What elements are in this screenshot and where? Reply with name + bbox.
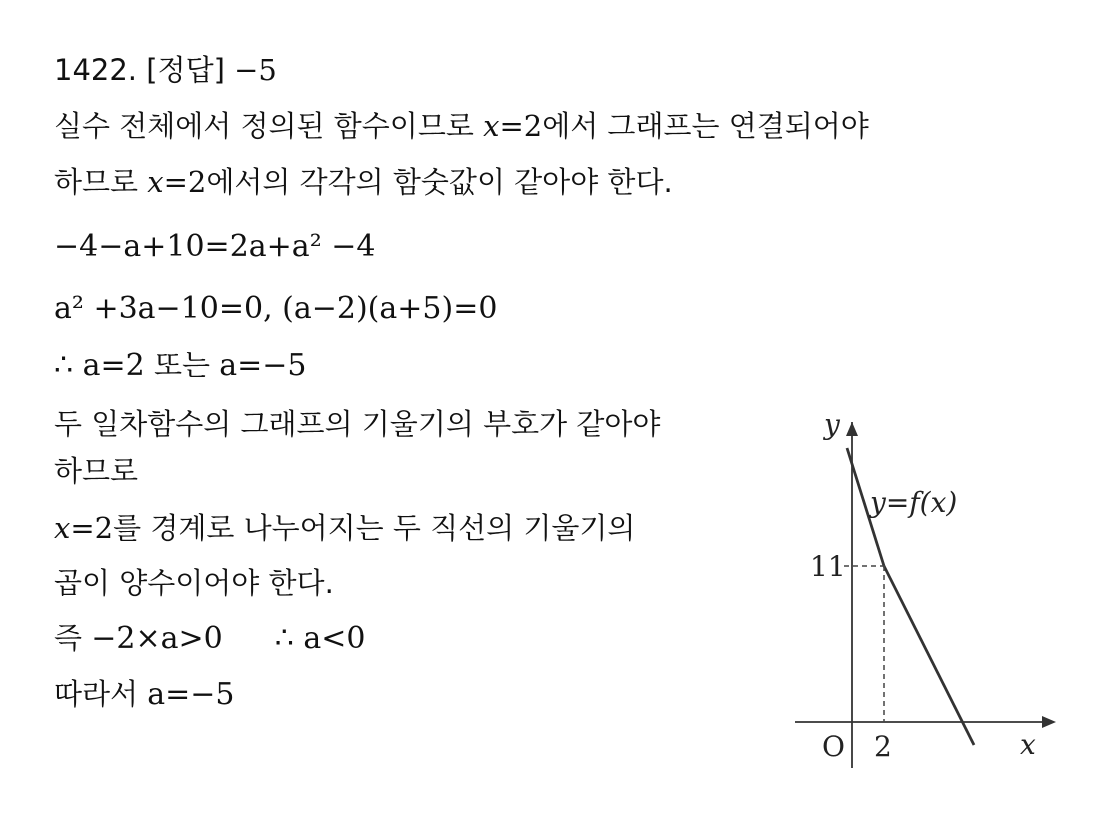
function-graph — [780, 400, 1060, 770]
p2-eq: =2 — [163, 165, 207, 199]
p1-text-b: 에서 그래프는 연결되어야 — [542, 109, 869, 143]
paragraph-7 — [54, 620, 365, 657]
origin-label: O — [822, 730, 845, 763]
paragraph-1 — [54, 108, 869, 144]
paragraph-5 — [54, 510, 635, 546]
p7-inequality-2: a<0 — [303, 621, 366, 656]
p7-text-a: 즉 — [54, 621, 92, 655]
equation-2: a² +3a−10=0, (a−2)(a+5)=0 — [54, 291, 498, 326]
problem-header — [54, 52, 277, 88]
y-tick-label: 11 — [810, 550, 846, 583]
paragraph-4: 하므로 — [54, 454, 139, 488]
p1-eq: =2 — [499, 109, 543, 143]
equation-1: −4−a+10=2a+a² −4 — [54, 229, 376, 264]
p8-text-a: 따라서 — [54, 677, 148, 711]
paragraph-6: 곱이 양수이어야 한다. — [54, 566, 334, 600]
p5-eq: =2 — [70, 511, 114, 545]
therefore-symbol: ∴ — [54, 348, 83, 383]
p7-therefore: ∴ — [274, 621, 304, 656]
p5-var-x: x — [54, 511, 71, 545]
equation-3 — [54, 346, 306, 385]
x-axis-arrow-icon — [1042, 716, 1056, 728]
paragraph-2 — [54, 164, 673, 200]
paragraph-3: 두 일차함수의 그래프의 기울기의 부호가 같아야 — [54, 407, 661, 441]
line-segment-right — [884, 566, 974, 745]
eq3-right: a=−5 — [219, 348, 307, 383]
final-answer: a=−5 — [147, 677, 235, 712]
problem-number: 1422. [정답] — [54, 53, 235, 87]
x-axis-label: x — [1020, 728, 1036, 761]
p2-var-x: x — [147, 165, 164, 199]
paragraph-8 — [54, 676, 235, 713]
x-tick-label: 2 — [874, 730, 892, 763]
eq3-mid: 또는 — [144, 348, 220, 382]
p7-inequality: −2×a>0 — [91, 621, 223, 656]
p5-text-b: 를 경계로 나누어지는 두 직선의 기울기의 — [113, 511, 636, 545]
y-axis-arrow-icon — [846, 422, 858, 436]
p2-text-a: 하므로 — [54, 165, 148, 199]
curve-label: y=f(x) — [870, 486, 958, 519]
y-axis-label: y — [824, 408, 840, 441]
p1-text-a: 실수 전체에서 정의된 함수이므로 — [54, 109, 484, 143]
p2-text-b: 에서의 각각의 함숫값이 같아야 한다. — [206, 165, 673, 199]
eq3-left: a=2 — [82, 348, 145, 383]
answer-value: −5 — [234, 53, 277, 87]
p1-var-x: x — [483, 109, 500, 143]
